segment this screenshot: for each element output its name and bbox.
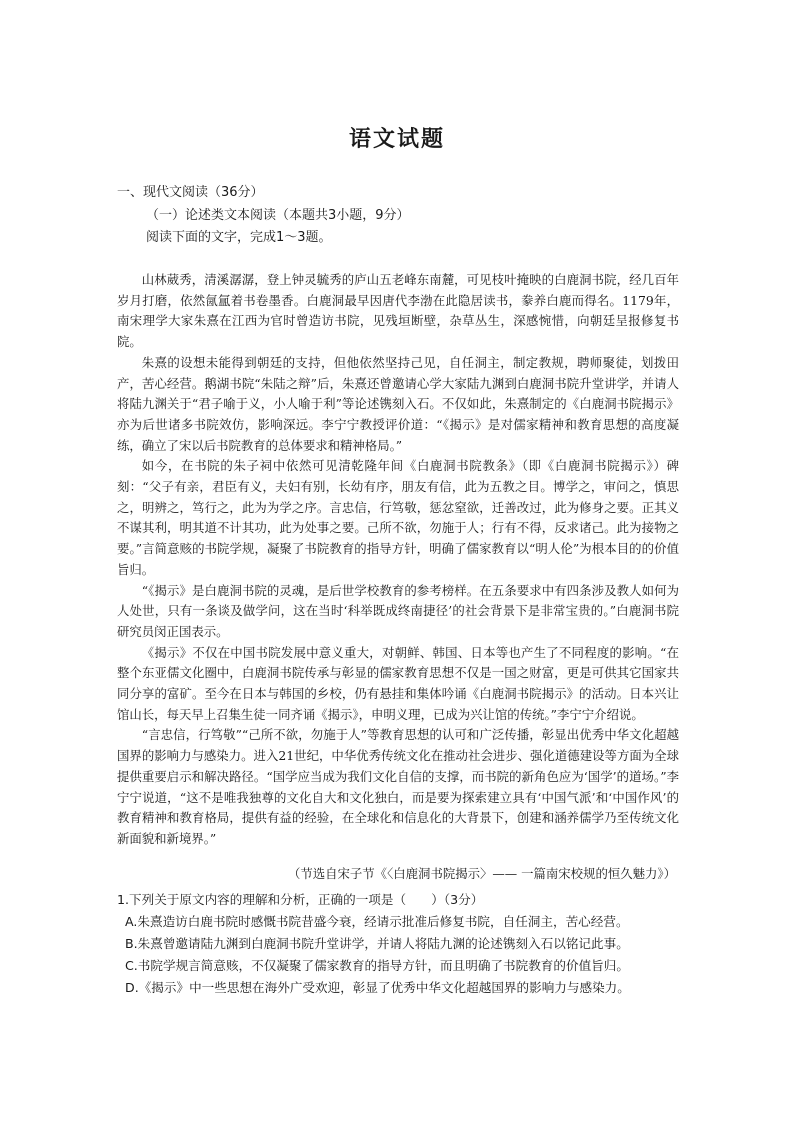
passage-paragraph: 如今，在书院的朱子祠中依然可见清乾隆年间《白鹿洞书院教条》（即《白鹿洞书院揭示》）碑刻：“父子有亲，君臣有义，夫妇有别，长幼有序，朋友有信，此为五教之目。博学之，审问之，慎思之，明辨之，笃行之，此为为学之序。言忠信，行笃敬，惩忿窒欲，迁善改过，此为修身之要。正其义不谋其利，明其道不计其功，此为处事之要。己所不欲，勿施于人；行有不得，反求诸己。此为接物之要。”言简意赅的书院学规，凝聚了书院教育的指导方针，明确了儒家教育以“明人伦”为根本目的的价值旨归。 <box>117 458 679 577</box>
passage-paragraph: 朱熹的设想未能得到朝廷的支持，但他依然坚持己见，自任洞主，制定教规，聘师聚徒，划拨田产，苦心经营。鹅湖书院“朱陆之辩”后，朱熹还曾邀请心学大家陆九渊到白鹿洞书院升堂讲学，并请人将陆九渊关于“君子喻于义，小人喻于利”等论述镌刻入石。不仅如此，朱熹制定的《白鹿洞书院揭示》亦为后世诸多书院效仿，影响深远。李宁宁教授评价道：“《揭示》是对儒家精神和教育思想的高度凝练，确立了宋以后书院教育的总体要求和精神格局。” <box>117 354 679 453</box>
passage-paragraph: 《揭示》不仅在中国书院发展中意义重大，对朝鲜、韩国、日本等也产生了不同程度的影响。“在整个东亚儒文化圈中，白鹿洞书院传承与彰显的儒家教育思想不仅是一国之财富，更是可供其它国家共同分享的富矿。至今在日本与韩国的乡校，仍有悬挂和集体吟诵《白鹿洞书院揭示》的活动。日本兴让馆山长，每天早上召集生徒一同齐诵《揭示》，申明义理，已成为兴让馆的传统。”李宁宁介绍说。 <box>117 644 679 722</box>
passage-paragraph: “《揭示》是白鹿洞书院的灵魂，是后世学校教育的参考榜样。在五条要求中有四条涉及教人如何为人处世，只有一条谈及做学问，这在当时‘科举既成终南捷径’的社会背景下是非常宝贵的。”白鹿洞书院研究员闵正国表示。 <box>117 582 679 639</box>
reading-instruction: 阅读下面的文字，完成1～3题。 <box>146 230 332 245</box>
question-stem: 1.下列关于原文内容的理解和分析，正确的一项是（ ）（3分） <box>117 892 484 907</box>
option-b: B.朱熹曾邀请陆九渊到白鹿洞书院升堂讲学，并请人将陆九渊的论述镌刻入石以铭记此事。 <box>125 936 629 951</box>
option-a: A.朱熹造访白鹿书院时感慨书院昔盛今衰，经请示批准后修复书院，自任洞主，苦心经营。 <box>125 914 629 929</box>
section-heading: 一、现代文阅读（36分） <box>117 185 264 200</box>
reading-passage <box>117 270 679 850</box>
passage-paragraph: 山林葳秀，清溪潺潺，登上钟灵毓秀的庐山五老峰东南麓，可见枝叶掩映的白鹿洞书院，经几百年岁月打磨，依然氤氲着书卷墨香。白鹿洞最早因唐代李渤在此隐居读书，豢养白鹿而得名。1179年，南宋理学大家朱熹在江西为官时曾造访书院，见残垣断壁，杂草丛生，深感惋惜，向朝廷呈报修复书院。 <box>117 272 679 350</box>
passage-paragraph: “言忠信，行笃敬”“己所不欲，勿施于人”等教育思想的认可和广泛传播，彰显出优秀中华文化超越国界的影响力与感染力。进入21世纪，中华优秀传统文化在推动社会进步、强化道德建设等方面为全球提供重要启示和解决路径。“国学应当成为我们文化自信的支撑，而书院的新角色应为‘国学’的道场。”李宁宁说道，“这不是唯我独尊的文化自大和文化独白，而是要为探索建立具有‘中国气派’和‘中国作风’的教育精神和教育格局，提供有益的经验，在全球化和信息化的大背景下，创建和涵养儒学乃至传统文化新面貌和新境界。” <box>117 727 679 846</box>
option-d: D.《揭示》中一些思想在海外广受欢迎，彰显了优秀中华文化超越国界的影响力与感染力。 <box>125 980 630 995</box>
subsection-heading: （一）论述类文本阅读（本题共3小题，9分） <box>146 208 410 223</box>
option-c: C.书院学规言简意赅，不仅凝聚了儒家教育的指导方针，而且明确了书院教育的价值旨归。 <box>125 958 629 973</box>
page-title: 语文试题 <box>348 126 445 152</box>
question-1 <box>117 889 692 999</box>
passage-source: （节选自宋子节《〈白鹿洞书院揭示〉—— 一篇南宋校规的恒久魅力》） <box>287 866 676 881</box>
